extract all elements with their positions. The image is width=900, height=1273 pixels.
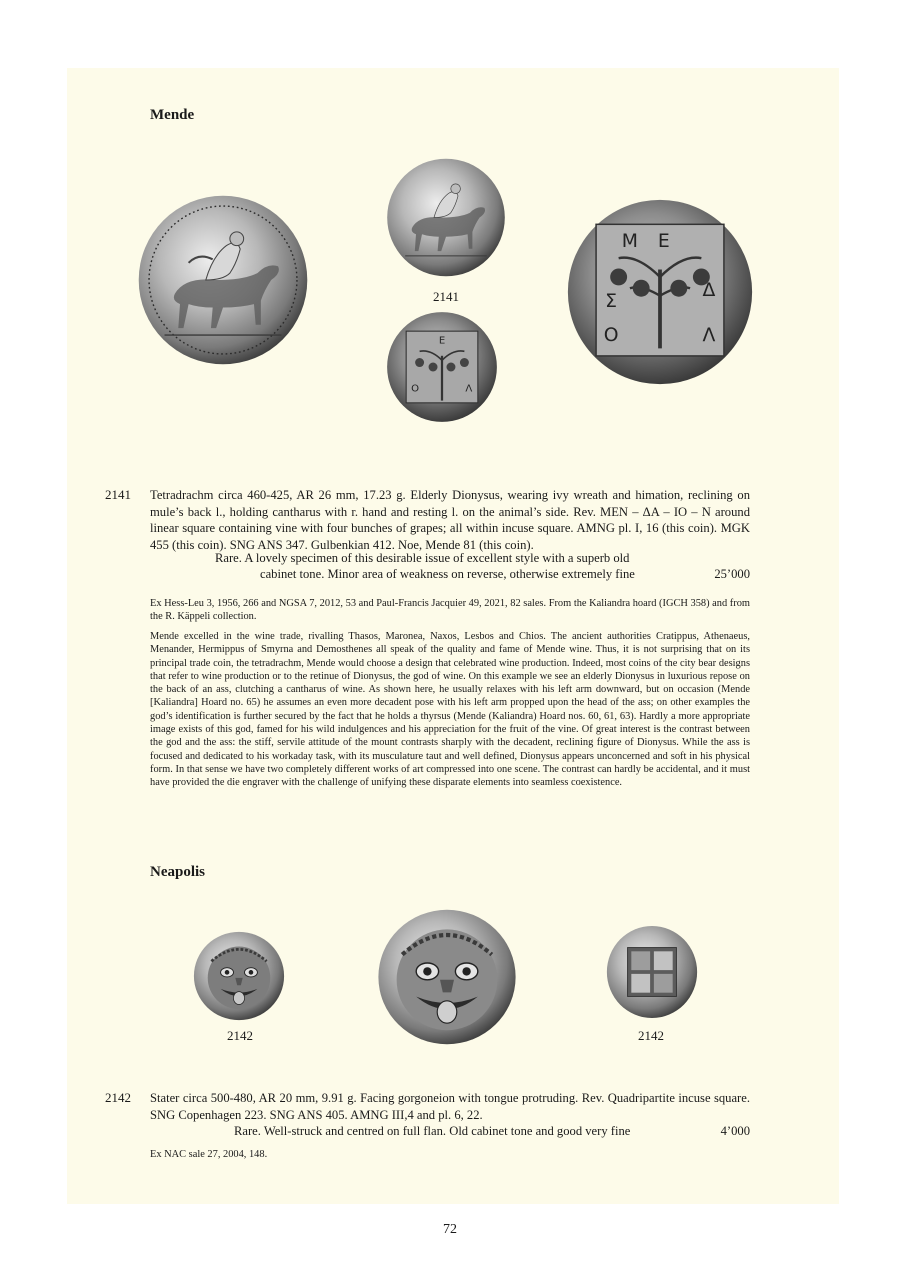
coin-caption-2142-right: 2142: [638, 1028, 664, 1043]
lot-provenance-2142: Ex NAC sale 27, 2004, 148.: [150, 1149, 268, 1160]
lot-description-2142: Stater circa 500-480, AR 20 mm, 9.91 g. Facing gorgoneion with tongue protruding. Rev. Quadripartite incuse square. SNG Copenhagen 223. SNG ANS 405. AMNG III,4 and pl. 6, 22.: [150, 1091, 750, 1122]
reverse-letter-sigma: Σ: [605, 291, 618, 313]
reverse-letter-M: M: [621, 230, 639, 252]
reverse-letter-lambda-large: Λ: [702, 324, 716, 346]
lot-rarity-2141-line2: cabinet tone. Minor area of weakness on reverse, otherwise extremely fine: [260, 567, 635, 581]
reverse-letter-E: E: [438, 335, 446, 347]
coin-2141-reverse-large: [566, 198, 754, 386]
lot-description-2141: Tetradrachm circa 460-425, AR 26 mm, 17.23 g. Elderly Dionysus, wearing ivy wreath and himation, reclining on mule’s back l., holding cantharus with r. hand and resting l. on the animal’s side. Rev. MEN – ΔA – IO – N around linear square containing vine with four bunches of grapes; all within incuse square. AMNG pl. I, 16 (this coin). MGK 455 (this coin). SNG ANS 347. Gulbenkian 412. Noe, Mende 81 (this coin).: [150, 488, 750, 552]
coin-2141-obverse-small: [386, 155, 506, 280]
coin-2142-obverse-small: [190, 930, 288, 1022]
reverse-letter-E-large: E: [657, 230, 670, 252]
lot-price-2141: 25’000: [714, 567, 750, 581]
reverse-letter-lambda: Λ: [465, 383, 473, 395]
coin-caption-2141: 2141: [433, 289, 459, 304]
coin-caption-2142-left: 2142: [227, 1028, 253, 1043]
section-title-mende: Mende: [150, 107, 195, 123]
section-title-neapolis: Neapolis: [150, 864, 206, 880]
lot-provenance-2141: Ex Hess-Leu 3, 1956, 266 and NGSA 7, 2012, 53 and Paul-Francis Jacquier 49, 2021, 82 sales. From the Kaliandra hoard (IGCH 358) and from the R. Käppeli collection.: [150, 598, 750, 623]
lot-rarity-2142: Rare. Well-struck and centred on full flan. Old cabinet tone and good very fine: [234, 1124, 631, 1138]
lot-number-2142: 2142: [105, 1090, 131, 1105]
coin-2141-reverse-small: [386, 308, 498, 426]
lot-rarity-2141-line1: Rare. A lovely specimen of this desirable issue of excellent style with a superb old: [215, 551, 630, 565]
coin-2141-obverse-large: [137, 194, 309, 366]
lot-price-2142: 4’000: [720, 1124, 750, 1138]
lot-number-2141: 2141: [105, 487, 131, 502]
coin-2142-reverse: [604, 925, 700, 1019]
reverse-letter-O: O: [411, 383, 420, 395]
page-number: 72: [443, 1222, 457, 1237]
reverse-letter-delta: Δ: [702, 279, 716, 301]
coin-2142-obverse-large: [374, 907, 520, 1047]
lot-commentary-2141: Mende excelled in the wine trade, rivalling Thasos, Maronea, Naxos, Lesbos and Chios. The ancient authorities Cratippus, Athenaeus, Menander, Hermippus of Smyrna and Demosthenes all speak of the quality and fame of Mende wine. Thus, it is not surprising that on its principal trade coin, the tetradrachm, Mende would choose a design that celebrated wine production. Indeed, most coins of the city bear designs that refer to wine production or to the retinue of Dionysus, the god of wine. On this example we see an elderly Dionysus in luxurious repose on the back of an ass, clutching a cantharus of wine. As shown here, he usually relaxes with his left arm downward, but on occasion (Mende [Kaliandra] Hoard no. 65) he assumes an even more decadent pose with his left arm propped upon the head of the ass; on other examples the god’s identification is further secured by the fact that he holds a thyrsus (Mende (Kaliandra) Hoard nos. 60, 61, 63). Hardly a more appropriate image exists of this god, famed for his wild indulgences and his appreciation for the fruit of the vine. Of great interest is the contrast between the god and the ass: the stiff, servile attitude of the mount contrasts sharply with the decadent, reclining figure of Dionysus. While the ass is focused and dedicated to his workaday task, with its musculature taut and well defined, Dionysus appears unconcerned and soft in his physical form. In that sense we have two completely different works of art compressed into one scene. The contrast can hardly be accidental, and it must have provided the die engraver with the challenge of unifying these disparate elements into seamless coexistence.: [150, 631, 750, 789]
reverse-letter-O-large: O: [603, 324, 619, 346]
